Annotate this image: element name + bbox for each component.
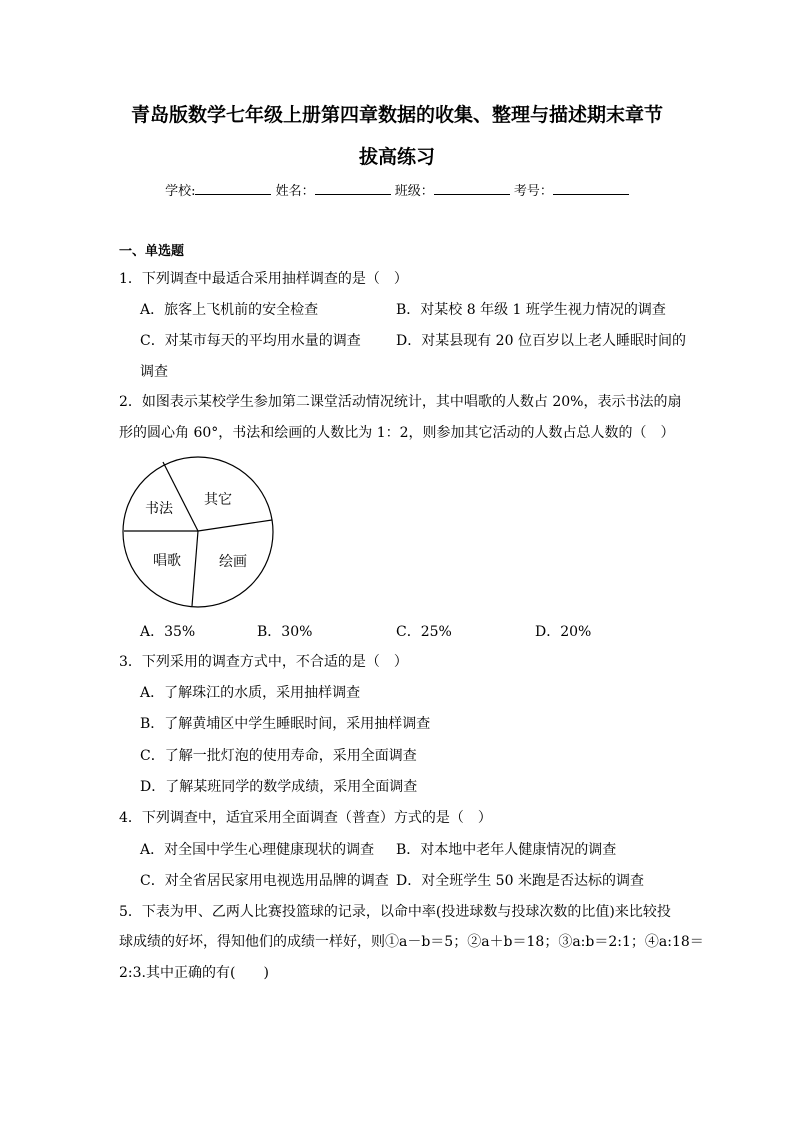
pie-divider	[198, 520, 272, 531]
school-label: 学校:	[165, 184, 196, 199]
q2-option-d: D．20%	[535, 624, 592, 640]
pie-divider	[192, 531, 198, 606]
pie-chart	[119, 452, 279, 612]
id-field[interactable]	[553, 180, 629, 195]
q3-stem: 3．下列采用的调查方式中，不合适的是（ ）	[119, 654, 408, 670]
q3-option-c: C．了解一批灯泡的使用寿命，采用全面调查	[140, 748, 417, 764]
q4-option-d: D．对全班学生 50 米跑是否达标的调查	[396, 873, 644, 889]
q4-option-a: A．对全国中学生心理健康现状的调查	[140, 842, 375, 858]
q2-stem-2: 形的圆心角 60°，书法和绘画的人数比为 1：2，则参加其它活动的人数占总人数的（ ）	[119, 425, 675, 441]
pie-label-drawing: 绘画	[219, 554, 247, 570]
title-line-2: 拔高练习	[358, 146, 435, 168]
pie-label-other: 其它	[204, 492, 232, 508]
q5-line-3: 2:3.其中正确的有( )	[119, 965, 269, 981]
student-info	[0, 180, 794, 202]
q4-stem: 4．下列调查中，适宜采用全面调查（普查）方式的是（ ）	[119, 810, 492, 826]
q5-line-2: 球成绩的好坏，得知他们的成绩一样好，则①a－b＝5；②a＋b＝18；③a:b＝2:1；④a:18＝	[119, 934, 704, 950]
q4-option-b: B．对本地中老年人健康情况的调查	[396, 842, 617, 858]
q1-option-d-cont: 调查	[140, 364, 168, 380]
q3-option-b: B．了解黄埔区中学生睡眠时间，采用抽样调查	[140, 716, 431, 732]
pie-label-calligraphy: 书法	[145, 501, 173, 517]
q2-option-c: C．25%	[396, 624, 452, 640]
q1-stem: 1．下列调查中最适合采用抽样调查的是（ ）	[119, 271, 408, 287]
name-label: 姓名：	[275, 184, 315, 199]
class-field[interactable]	[434, 180, 510, 195]
q1-option-c: C．对某市每天的平均用水量的调查	[140, 333, 361, 349]
q1-option-a: A．旅客上飞机前的安全检查	[140, 302, 319, 318]
q3-option-d: D．了解某班同学的数学成绩，采用全面调查	[140, 779, 418, 795]
q3-option-a: A．了解珠江的水质，采用抽样调查	[140, 685, 361, 701]
title-line-1: 青岛版数学七年级上册第四章数据的收集、整理与描述期末章节	[130, 104, 663, 126]
section-heading: 一、单选题	[119, 244, 185, 259]
pie-label-singing: 唱歌	[153, 553, 181, 569]
q2-stem-1: 2．如图表示某校学生参加第二课堂活动情况统计，其中唱歌的人数占 20%，表示书法的扇	[119, 394, 682, 410]
pie-divider	[163, 462, 198, 531]
q4-option-c: C．对全省居民家用电视选用品牌的调查	[140, 873, 389, 889]
q1-option-b: B．对某校 8 年级 1 班学生视力情况的调查	[396, 302, 666, 318]
id-label: 考号：	[513, 184, 553, 199]
q1-option-d: D．对某县现有 20 位百岁以上老人睡眠时间的	[396, 333, 686, 349]
q5-line-1: 5．下表为甲、乙两人比赛投篮球的记录，以命中率(投进球数与投球次数的比值)来比较投	[119, 904, 671, 920]
q2-option-b: B．30%	[257, 624, 313, 640]
name-field[interactable]	[315, 180, 391, 195]
q2-option-a: A．35%	[140, 624, 196, 640]
class-label: 班级：	[394, 184, 434, 199]
school-field[interactable]	[195, 180, 271, 195]
